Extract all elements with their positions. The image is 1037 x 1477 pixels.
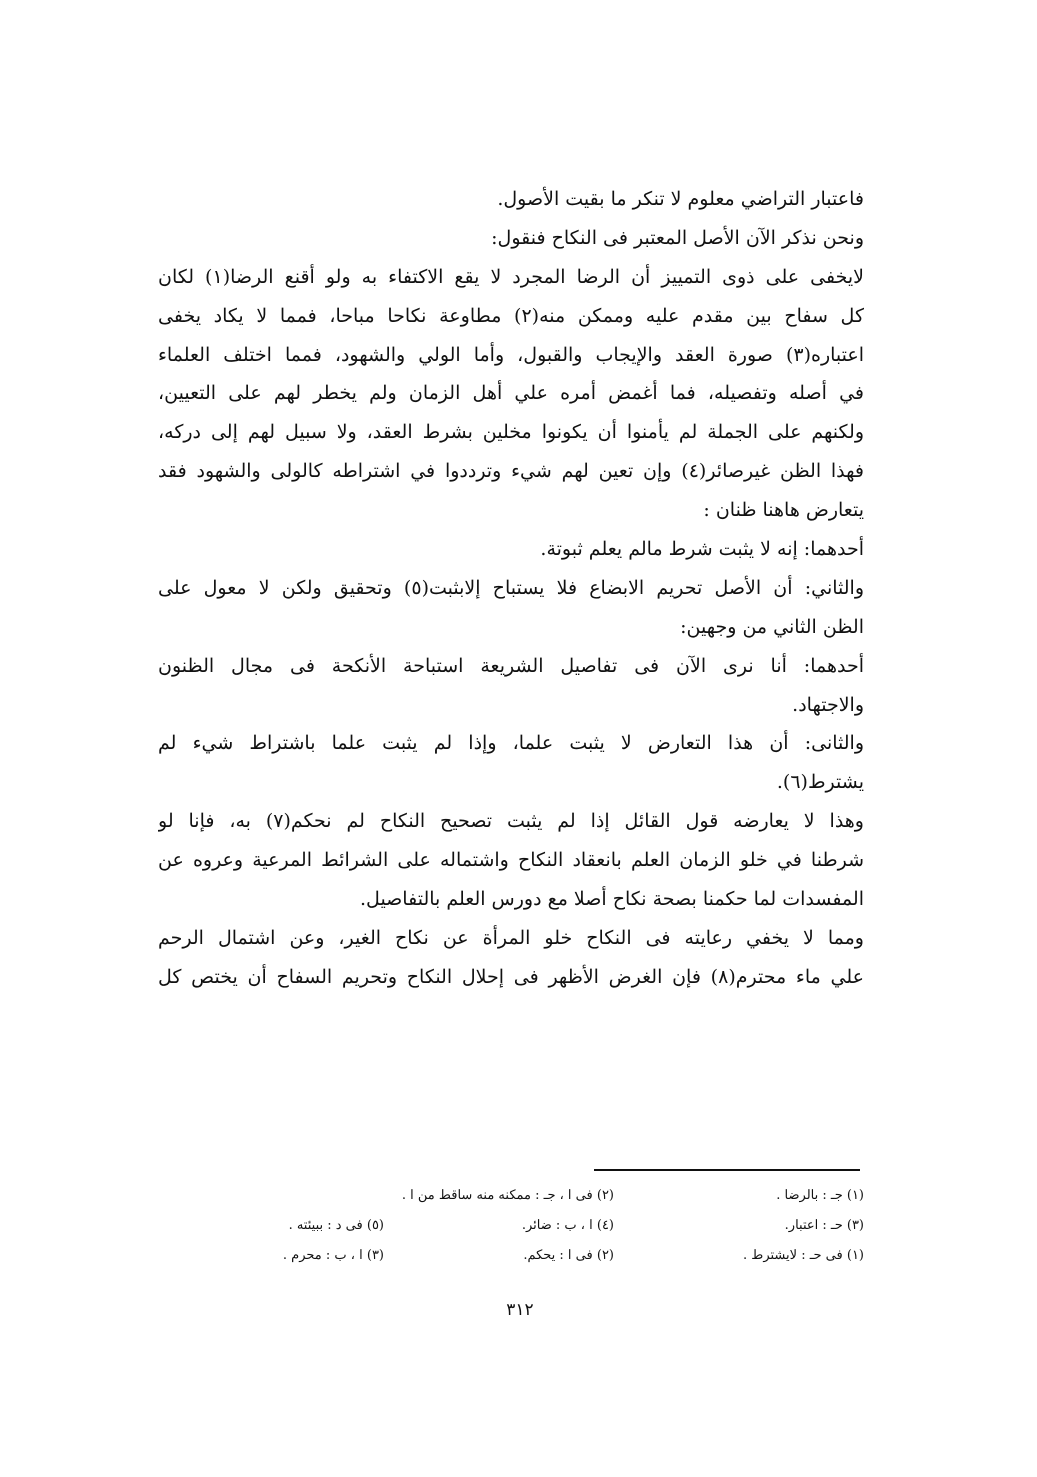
- text-line: لايخفى على ذوى التمييز أن الرضا المجرد لا يقع الاكتفاء به ولو أقنع الرضا(١) لكان: [158, 265, 864, 288]
- text-line: أحدهما: أنا نرى الآن فى تفاصيل الشريعة استباحة الأنكحة فى مجال الظنون: [158, 654, 864, 677]
- text-line: والثاني: أن الأصل تحريم الابضاع فلا يستباح إلابثبت(٥) وتحقيق ولكن لا معول على: [158, 576, 864, 599]
- footnote-row: [158, 1243, 864, 1269]
- text-line: المفسدات لما حكمنا بصحة نكاح أصلا مع دورس العلم بالتفاصيل.: [360, 888, 864, 911]
- text-line: والثانى: أن هذا التعارض لا يثبت علما، وإذا لم يثبت علما باشتراط شيء لم: [158, 732, 864, 755]
- footnote: (٣) حـ : اعتبار.: [784, 1218, 864, 1233]
- footnote: (٢) فى ا ، جـ : ممكنه منه ساقط من ا .: [401, 1188, 614, 1203]
- text-line: شرطنا في خلو الزمان العلم بانعقاد النكاح واشتماله على الشرائط المرعية وعروه عن: [158, 849, 864, 872]
- text-line: وهذا لا يعارضه قول القائل إذا لم يثبت تصحيح النكاح لم نحكم(٧) به، فإنا لو: [158, 810, 864, 833]
- footnote: (١) فى حـ : لايشترط .: [743, 1248, 864, 1263]
- text-line: كل سفاح بين مقدم عليه وممكن منه(٢) مطاوعة نكاحا مباحا، فمما لا يكاد يخفى: [158, 304, 864, 327]
- footnote: (٣) ا ، ب : محرم .: [282, 1248, 384, 1263]
- text-line: علي ماء محترم(٨) فإن الغرض الأظهر فى إحلال النكاح وتحريم السفاح أن يختص كل: [158, 965, 864, 988]
- text-line: ولكنهم على الجملة لم يأمنوا أن يكونوا مخلين بشرط العقد، ولا سبيل لهم إلى دركه،: [158, 421, 864, 444]
- text-line: أحدهما: إنه لا يثبت شرط مالم يعلم ثبوتة.: [540, 538, 864, 561]
- text-line: فاعتبار التراضي معلوم لا تنكر ما بقيت الأصول.: [497, 188, 864, 210]
- footnote: (٤) ا ، ب : ضائر.: [521, 1218, 614, 1233]
- text-line: فهذا الظن غيرصائر(٤) وإن تعين لهم شيء وترددوا في اشتراطه كالولى والشهود فقد: [158, 460, 864, 483]
- footnote: (٢) فى ا : يحكم.: [523, 1248, 614, 1263]
- footnote: (١) جـ : بالرضا .: [776, 1188, 864, 1203]
- footnote-row: [158, 1213, 864, 1239]
- text-line: ونحن نذكر الآن الأصل المعتبر فى النكاح فنقول:: [491, 226, 864, 249]
- main-text-block: [158, 180, 864, 997]
- text-line: اعتباره(٣) صورة العقد والإيجاب والقبول، وأما الولي والشهود، فمما اختلف العلماء: [158, 343, 864, 366]
- text-line: يتعارض هاهنا ظنان :: [703, 499, 864, 522]
- page-number: ٣١٢: [506, 1300, 534, 1320]
- footnote: (٥) فى د : ببيئته .: [288, 1218, 384, 1233]
- text-line: يشترط(٦).: [776, 771, 864, 794]
- text-line: والاجتهاد.: [792, 693, 864, 716]
- footnote-separator: [594, 1169, 860, 1171]
- text-line: في أصله وتفصيله، فما أغمض أمره علي أهل الزمان ولم يخطر لهم على التعيين،: [158, 382, 864, 405]
- footnote-row: [158, 1183, 864, 1209]
- text-line: الظن الثاني من وجهين:: [680, 615, 864, 638]
- text-line: ومما لا يخفي رعايته فى النكاح خلو المرأة عن نكاح الغير، وعن اشتمال الرحم: [158, 926, 864, 949]
